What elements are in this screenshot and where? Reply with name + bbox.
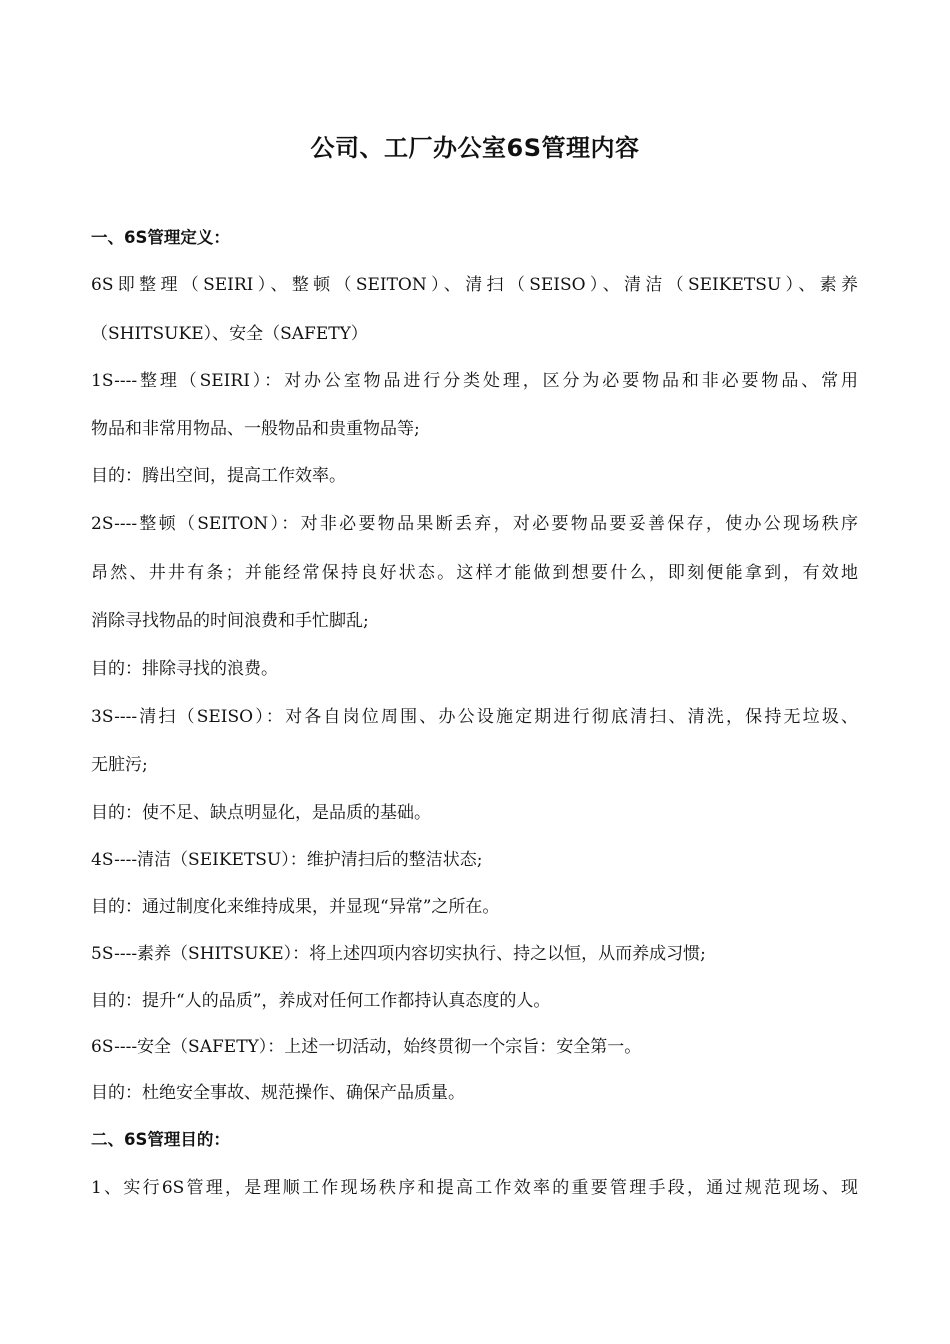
definition-line-2: （SHITSUKE）、安全（SAFETY） xyxy=(91,324,368,344)
section-heading-purpose: 二、6S管理目的： xyxy=(91,1130,230,1149)
seiketsu-purpose: 目的：通过制度化来维持成果，并显现“异常”之所在。 xyxy=(91,897,500,917)
seiton-line-3: 消除寻找物品的时间浪费和手忙脚乱; xyxy=(91,611,369,631)
seiso-line-2: 无脏污; xyxy=(91,755,148,775)
purpose-line-1: 1、实行6S管理，是理顺工作现场秩序和提高工作效率的重要管理手段，通过规范现场、现 xyxy=(91,1178,858,1198)
seiso-purpose: 目的：使不足、缺点明显化，是品质的基础。 xyxy=(91,803,431,823)
definition-line-1: 6S即整理（SEIRI）、整顿（SEITON）、清扫（SEISO）、清洁（SEIKETSU）、素养 xyxy=(91,275,858,295)
seiri-purpose: 目的：腾出空间，提高工作效率。 xyxy=(91,466,346,486)
seiso-line-1: 3S----清扫（SEISO）：对各自岗位周围、办公设施定期进行彻底清扫、清洗，保持无垃圾、 xyxy=(91,707,858,727)
seiri-line-2: 物品和非常用物品、一般物品和贵重物品等; xyxy=(91,419,420,439)
section-heading-definition: 一、6S管理定义： xyxy=(91,228,230,247)
shitsuke-purpose: 目的：提升“人的品质”，养成对任何工作都持认真态度的人。 xyxy=(91,991,551,1011)
seiketsu-line: 4S----清洁（SEIKETSU）：维护清扫后的整洁状态; xyxy=(91,850,483,870)
seiton-line-2: 昂然、井井有条；并能经常保持良好状态。这样才能做到想要什么，即刻便能拿到，有效地 xyxy=(91,563,858,583)
document-title: 公司、工厂办公室6S管理内容 xyxy=(310,134,640,162)
safety-purpose: 目的：杜绝安全事故、规范操作、确保产品质量。 xyxy=(91,1083,465,1103)
seiri-line-1: 1S----整理（SEIRI）：对办公室物品进行分类处理，区分为必要物品和非必要物品、常用 xyxy=(91,371,858,391)
seiton-purpose: 目的：排除寻找的浪费。 xyxy=(91,659,278,679)
seiton-line-1: 2S----整顿（SEITON）：对非必要物品果断丢弃，对必要物品要妥善保存，使办公现场秩序 xyxy=(91,514,858,534)
safety-line: 6S----安全（SAFETY）：上述一切活动，始终贯彻一个宗旨：安全第一。 xyxy=(91,1037,642,1057)
shitsuke-line: 5S----素养（SHITSUKE）：将上述四项内容切实执行、持之以恒，从而养成习惯; xyxy=(91,944,706,964)
